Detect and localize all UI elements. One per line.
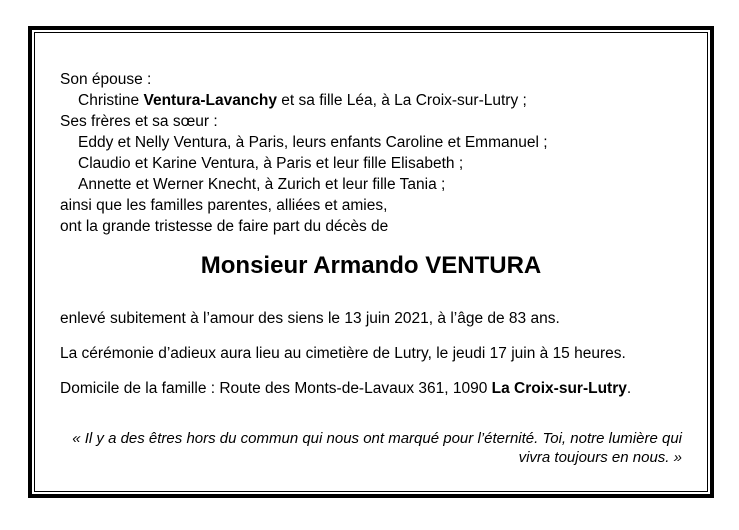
spouse-line xyxy=(60,90,682,111)
spouse-line-pre: Christine xyxy=(78,92,144,109)
sadness-line: ont la grande tristesse de faire part du décès de xyxy=(60,218,389,235)
death-line: enlevé subitement à l’amour des siens le 13 juin 2021, à l’âge de 83 ans. xyxy=(60,310,560,327)
sibling-line: Eddy et Nelly Ventura, à Paris, leurs enfants Caroline et Emmanuel ; xyxy=(78,134,548,151)
memorial-quote xyxy=(60,429,682,467)
address-line xyxy=(60,378,682,399)
notice-frame-outer xyxy=(28,26,714,498)
spouse-label: Son épouse : xyxy=(60,71,152,88)
sibling-line: Annette et Werner Knecht, à Zurich et leur fille Tania ; xyxy=(78,176,446,193)
spouse-name-bold: Ventura-Lavanchy xyxy=(143,92,277,109)
ceremony-line: La cérémonie d’adieux aura lieu au cimetière de Lutry, le jeudi 17 juin à 15 heures. xyxy=(60,345,626,362)
family-block xyxy=(60,69,682,237)
address-line-post: . xyxy=(626,380,632,397)
spouse-line-post: et sa fille Léa, à La Croix-sur-Lutry ; xyxy=(277,92,527,109)
address-place-bold: La Croix-sur-Lutry xyxy=(491,380,627,397)
sibling-line: Claudio et Karine Ventura, à Paris et leur fille Elisabeth ; xyxy=(78,155,464,172)
deceased-name: Monsieur Armando VENTURA xyxy=(200,252,542,279)
families-line: ainsi que les familles parentes, alliées et amies, xyxy=(60,197,388,214)
siblings-label: Ses frères et sa sœur : xyxy=(60,113,218,130)
quote-line: vivra toujours en nous. » xyxy=(518,449,682,466)
address-line-pre: Domicile de la famille : Route des Monts-de-Lavaux 361, 1090 xyxy=(60,380,492,397)
notice-frame-inner xyxy=(34,32,708,492)
quote-line: « Il y a des êtres hors du commun qui nous ont marqué pour l’éternité. Toi, notre lumière qui xyxy=(72,430,682,447)
